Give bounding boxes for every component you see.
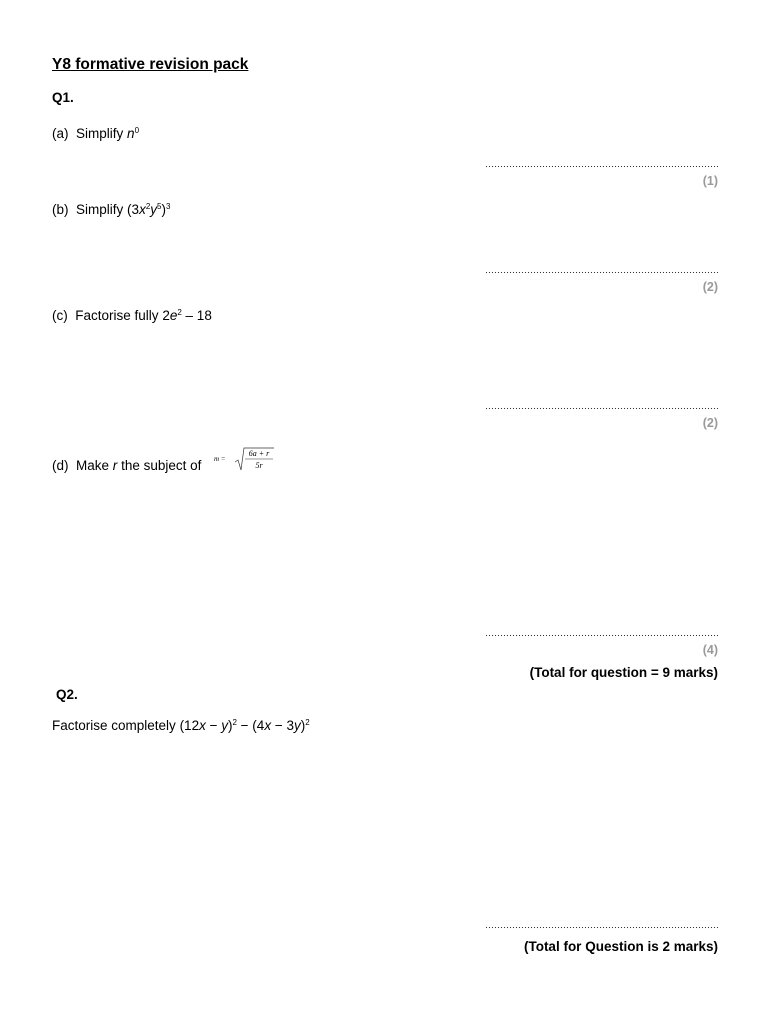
- q1d-variable: r: [112, 458, 118, 473]
- q1a-expression: $n^0$: [127, 126, 140, 141]
- q1b-question: [52, 202, 170, 217]
- page-title: Y8 formative revision pack: [52, 56, 249, 73]
- square-root-formula: [214, 446, 276, 472]
- q2-question: [52, 718, 310, 733]
- q2-text: Factorise completely: [52, 718, 176, 733]
- q1d-text-post: the subject of: [121, 458, 202, 473]
- q1b-label: (b): [52, 202, 69, 217]
- q1d-answer-line[interactable]: [485, 634, 718, 637]
- q1b-mark: (2): [702, 280, 718, 294]
- q1b-answer-line[interactable]: [485, 271, 718, 274]
- q2-total: (Total for Question is 2 marks): [523, 939, 718, 954]
- q2-expression: $(12x - y)^2 - (4x - 3y)^2$: [179, 718, 310, 733]
- q1a-question: [52, 126, 139, 141]
- q1d-question: [52, 458, 201, 473]
- formula-denominator: 5r: [255, 461, 263, 470]
- q1a-answer-line[interactable]: [485, 165, 718, 168]
- q2-heading: Q2.: [56, 687, 78, 702]
- q1-heading: Q1.: [52, 90, 74, 105]
- q1d-text-pre: Make: [76, 458, 110, 473]
- q1c-text: Factorise fully: [75, 308, 159, 323]
- q1b-text: Simplify: [76, 202, 124, 217]
- q1c-mark: (2): [702, 416, 718, 430]
- formula-lhs: m =: [214, 455, 226, 463]
- q1d-formula: [214, 446, 276, 474]
- q2-answer-line[interactable]: [485, 926, 718, 929]
- q1-total: (Total for question = 9 marks): [529, 665, 718, 680]
- q1d-label: (d): [52, 458, 69, 473]
- q1c-label: (c): [52, 308, 68, 323]
- q1b-expression: $(3x^2y^5)^3$: [127, 202, 171, 217]
- q1a-text: Simplify: [76, 126, 124, 141]
- q1c-expression: $2e^2 - 18$: [162, 308, 212, 323]
- q1a-mark: (1): [702, 174, 718, 188]
- formula-numerator: 6a + r: [248, 449, 270, 458]
- q1a-label: (a): [52, 126, 69, 141]
- q1c-question: [52, 308, 212, 323]
- q1c-answer-line[interactable]: [485, 407, 718, 410]
- q1d-mark: (4): [702, 643, 718, 657]
